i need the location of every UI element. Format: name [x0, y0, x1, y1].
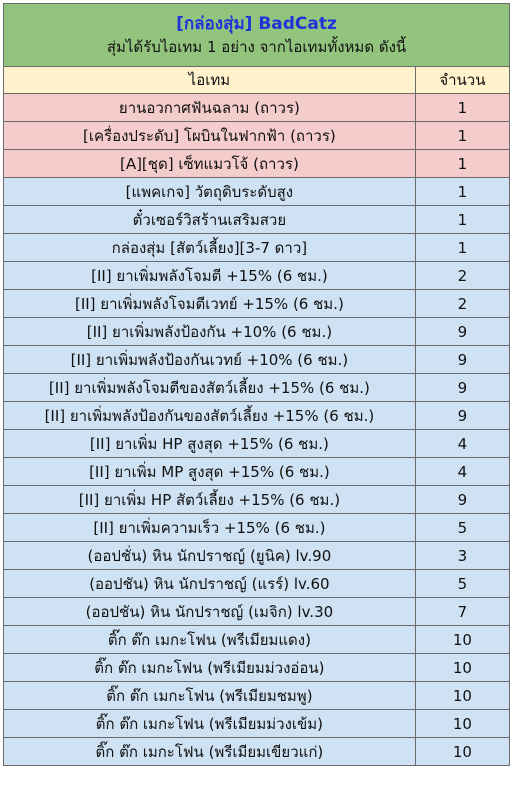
- item-name-cell: [A][ชุด] เซ็ทแมวโจ้ (ถาวร): [4, 150, 416, 178]
- item-name-cell: [II] ยาเพิ่ม HP สัตว์เลี้ยง +15% (6 ชม.): [4, 486, 416, 514]
- column-header-quantity: จำนวน: [415, 67, 509, 94]
- item-name-cell: ยานอวกาศฟันฉลาม (ถาวร): [4, 94, 416, 122]
- item-quantity-cell: 5: [415, 514, 509, 542]
- item-quantity-cell: 9: [415, 486, 509, 514]
- table-row: [4, 402, 510, 430]
- table-row: [4, 570, 510, 598]
- table-row: [4, 150, 510, 178]
- item-name-cell: [II] ยาเพิ่มพลังโจมตี +15% (6 ชม.): [4, 262, 416, 290]
- table-row: [4, 458, 510, 486]
- table-row: [4, 318, 510, 346]
- title-cell: [4, 4, 510, 67]
- item-quantity-cell: 10: [415, 654, 509, 682]
- box-title: [กล่องสุ่ม] BadCatz: [176, 14, 337, 34]
- table-row: [4, 262, 510, 290]
- item-name-cell: [II] ยาเพิ่มพลังโจมตีของสัตว์เลี้ยง +15% (6 ชม.): [4, 374, 416, 402]
- item-quantity-cell: 1: [415, 122, 509, 150]
- table-row: [4, 206, 510, 234]
- item-quantity-cell: 9: [415, 374, 509, 402]
- item-name-cell: (ออปชัน) หิน นักปราชญ์ (เมจิก) lv.30: [4, 598, 416, 626]
- table-row: [4, 178, 510, 206]
- table-row: [4, 626, 510, 654]
- item-name-cell: [II] ยาเพิ่มพลังป้องกัน +10% (6 ชม.): [4, 318, 416, 346]
- item-quantity-cell: 10: [415, 626, 509, 654]
- item-name-cell: ติ๊ก ต๊ก เมกะโฟน (พรีเมียมเขียวแก่): [4, 738, 416, 766]
- box-subtitle: สุ่มได้รับไอเทม 1 อย่าง จากไอเทมทั้งหมด ดังนี้: [106, 38, 407, 56]
- item-quantity-cell: 2: [415, 262, 509, 290]
- table-row: [4, 122, 510, 150]
- item-name-cell: ติ๊ก ต๊ก เมกะโฟน (พรีเมียมม่วงอ่อน): [4, 654, 416, 682]
- item-name-cell: [II] ยาเพิ่มพลังป้องกันของสัตว์เลี้ยง +15% (6 ชม.): [4, 402, 416, 430]
- item-quantity-cell: 1: [415, 178, 509, 206]
- item-quantity-cell: 4: [415, 458, 509, 486]
- item-quantity-cell: 10: [415, 710, 509, 738]
- item-quantity-cell: 9: [415, 346, 509, 374]
- item-name-cell: (ออปชั่น) หิน นักปราชญ์ (ยูนิค) lv.90: [4, 542, 416, 570]
- table-row: [4, 234, 510, 262]
- item-name-cell: (ออปชัน) หิน นักปราชญ์ (แรร์) lv.60: [4, 570, 416, 598]
- item-name-cell: ติ๊ก ต๊ก เมกะโฟน (พรีเมียมแดง): [4, 626, 416, 654]
- table-row: [4, 738, 510, 766]
- item-name-cell: [II] ยาเพิ่มพลังโจมตีเวทย์ +15% (6 ชม.): [4, 290, 416, 318]
- title-row: [4, 4, 510, 67]
- item-name-cell: กล่องสุ่ม [สัตว์เลี้ยง][3-7 ดาว]: [4, 234, 416, 262]
- item-quantity-cell: 10: [415, 738, 509, 766]
- item-name-cell: [II] ยาเพิ่ม MP สูงสุด +15% (6 ชม.): [4, 458, 416, 486]
- item-table: [3, 3, 510, 766]
- item-quantity-cell: 1: [415, 234, 509, 262]
- item-name-cell: [เครื่องประดับ] โผบินในฟากฟ้า (ถาวร): [4, 122, 416, 150]
- item-quantity-cell: 9: [415, 402, 509, 430]
- table-row: [4, 514, 510, 542]
- item-quantity-cell: 2: [415, 290, 509, 318]
- table-row: [4, 374, 510, 402]
- item-name-cell: [II] ยาเพิ่มความเร็ว +15% (6 ชม.): [4, 514, 416, 542]
- column-header-item: ไอเทม: [4, 67, 416, 94]
- table-row: [4, 290, 510, 318]
- table-row: [4, 486, 510, 514]
- table-row: [4, 542, 510, 570]
- item-quantity-cell: 9: [415, 318, 509, 346]
- item-name-cell: [แพคเกจ] วัตถุดิบระดับสูง: [4, 178, 416, 206]
- item-quantity-cell: 1: [415, 94, 509, 122]
- table-row: [4, 682, 510, 710]
- item-quantity-cell: 5: [415, 570, 509, 598]
- item-name-cell: ติ๊ก ต๊ก เมกะโฟน (พรีเมียมชมพู): [4, 682, 416, 710]
- item-quantity-cell: 3: [415, 542, 509, 570]
- table-row: [4, 654, 510, 682]
- table-row: [4, 346, 510, 374]
- item-name-cell: [II] ยาเพิ่ม HP สูงสุด +15% (6 ชม.): [4, 430, 416, 458]
- table-row: [4, 430, 510, 458]
- header-row: [4, 67, 510, 94]
- table-row: [4, 710, 510, 738]
- item-quantity-cell: 1: [415, 150, 509, 178]
- item-name-cell: ติ๊ก ต๊ก เมกะโฟน (พรีเมียมม่วงเข้ม): [4, 710, 416, 738]
- table-row: [4, 598, 510, 626]
- item-quantity-cell: 1: [415, 206, 509, 234]
- item-name-cell: [II] ยาเพิ่มพลังป้องกันเวทย์ +10% (6 ชม.): [4, 346, 416, 374]
- item-quantity-cell: 10: [415, 682, 509, 710]
- item-quantity-cell: 7: [415, 598, 509, 626]
- item-quantity-cell: 4: [415, 430, 509, 458]
- item-name-cell: ตั๋วเซอร์วิสร้านเสริมสวย: [4, 206, 416, 234]
- table-row: [4, 94, 510, 122]
